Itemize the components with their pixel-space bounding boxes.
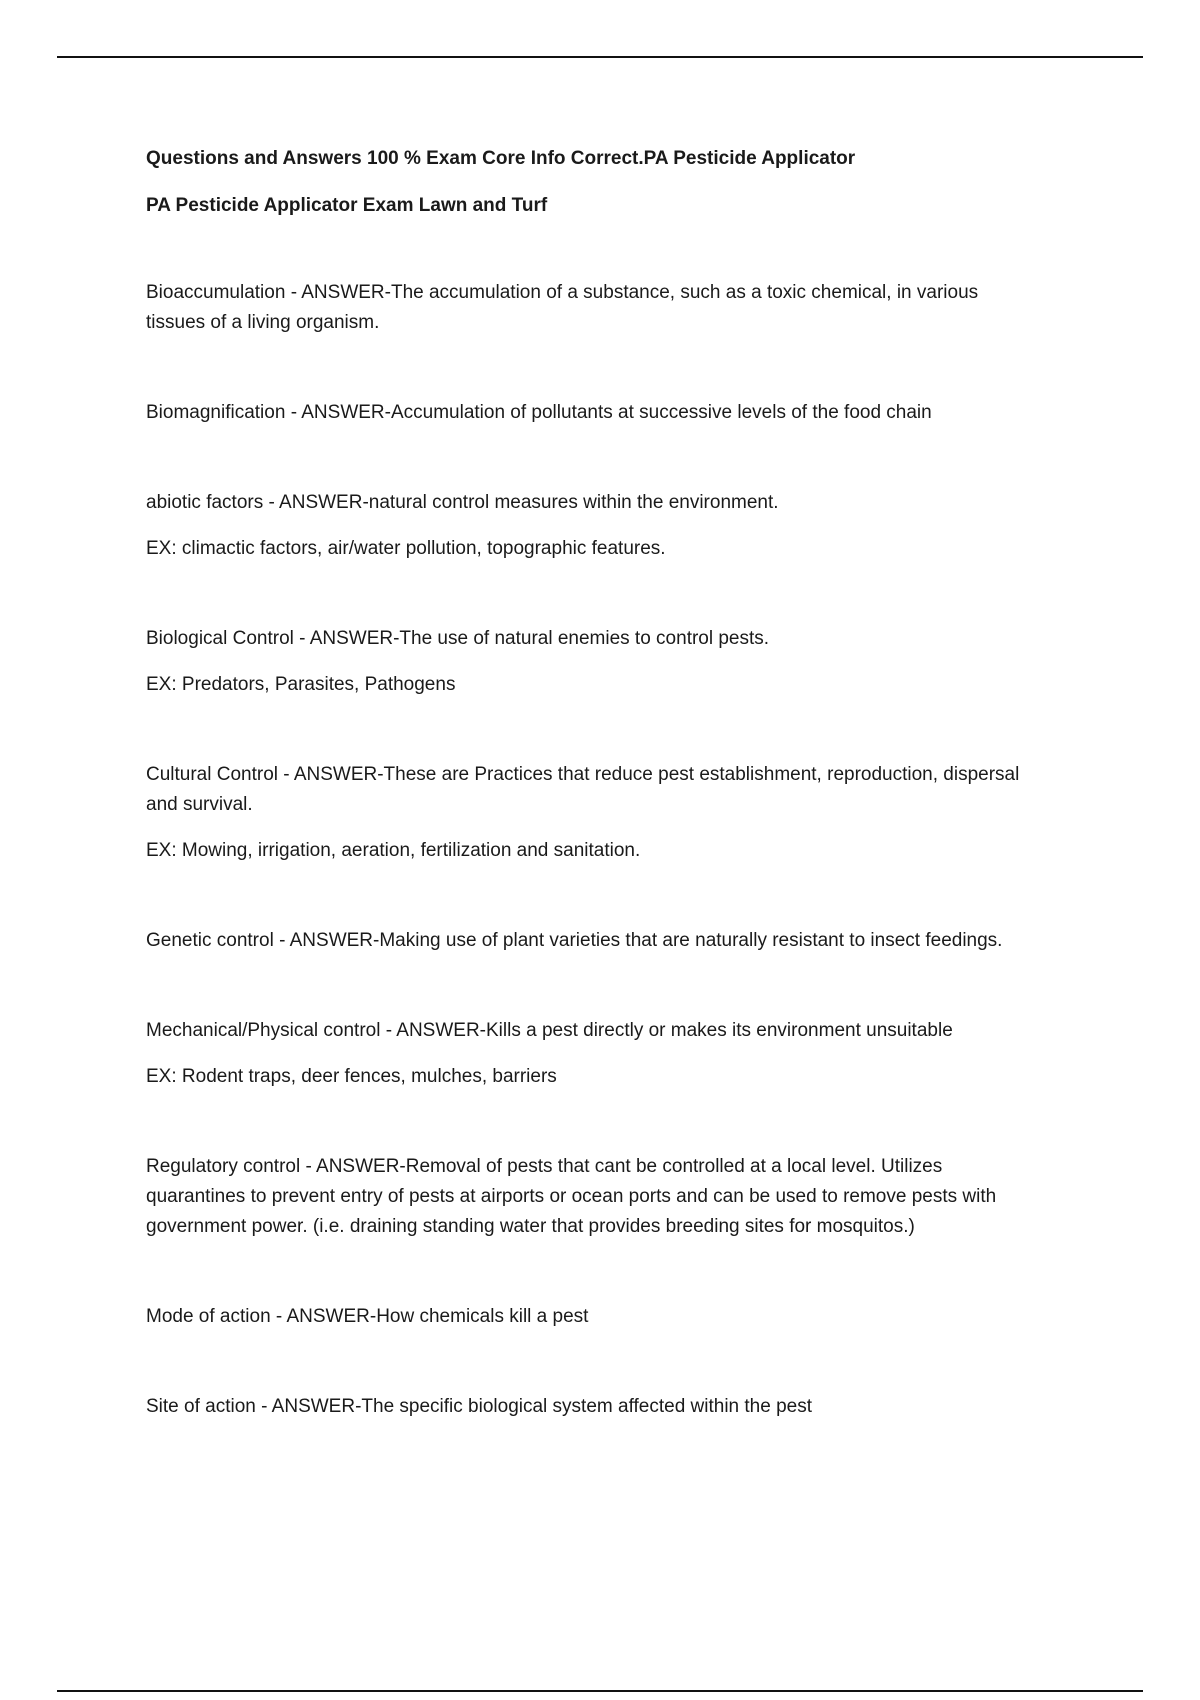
top-divider	[57, 56, 1143, 58]
qa-text: Site of action - ANSWER-The specific biological system affected within the pest	[146, 1396, 813, 1417]
qa-entry-genetic-control	[146, 926, 1036, 956]
qa-text: Mechanical/Physical control - ANSWER-Kills a pest directly or makes its environment unsuitable	[146, 1020, 953, 1041]
qa-example: EX: Mowing, irrigation, aeration, fertilization and sanitation.	[146, 840, 641, 861]
qa-example: EX: climactic factors, air/water pollution, topographic features.	[146, 538, 666, 559]
qa-entry-mode-of-action	[146, 1302, 1036, 1332]
qa-text: Bioaccumulation - ANSWER-The accumulation of a substance, such as a toxic chemical, in various tissues of a living organism.	[146, 282, 979, 333]
qa-text: abiotic factors - ANSWER-natural control measures within the environment.	[146, 492, 779, 513]
qa-entry-regulatory-control	[146, 1152, 1036, 1242]
qa-text: Genetic control - ANSWER-Making use of plant varieties that are naturally resistant to insect feedings.	[146, 930, 1003, 951]
qa-entry-abiotic-factors	[146, 488, 1036, 564]
qa-text: Biomagnification - ANSWER-Accumulation of pollutants at successive levels of the food chain	[146, 402, 932, 423]
qa-text: Biological Control - ANSWER-The use of natural enemies to control pests.	[146, 628, 770, 649]
qa-entry-bioaccumulation	[146, 278, 1036, 338]
document-subtitle: PA Pesticide Applicator Exam Lawn and Turf	[146, 195, 548, 216]
qa-text: Mode of action - ANSWER-How chemicals kill a pest	[146, 1306, 589, 1327]
qa-example: EX: Predators, Parasites, Pathogens	[146, 674, 456, 695]
qa-entry-biomagnification	[146, 398, 1036, 428]
qa-example: EX: Rodent traps, deer fences, mulches, barriers	[146, 1066, 557, 1087]
document-title: Questions and Answers 100 % Exam Core Info Correct.PA Pesticide Applicator	[146, 148, 856, 169]
qa-entry-biological-control	[146, 624, 1036, 700]
qa-text: Regulatory control - ANSWER-Removal of pests that cant be controlled at a local level. Utilizes quarantines to prevent entry of pests at airports or ocean ports and can be used to remove pests with government power. (i.e. draining standing water that provides breeding sites for mosquitos.)	[146, 1156, 997, 1237]
qa-entry-mechanical-physical-control	[146, 1016, 1036, 1092]
qa-entry-site-of-action	[146, 1392, 1036, 1422]
document-page	[146, 144, 1036, 1422]
bottom-divider	[57, 1690, 1143, 1692]
qa-text: Cultural Control - ANSWER-These are Practices that reduce pest establishment, reproduction, dispersal and survival.	[146, 764, 1020, 815]
qa-entry-cultural-control	[146, 760, 1036, 866]
